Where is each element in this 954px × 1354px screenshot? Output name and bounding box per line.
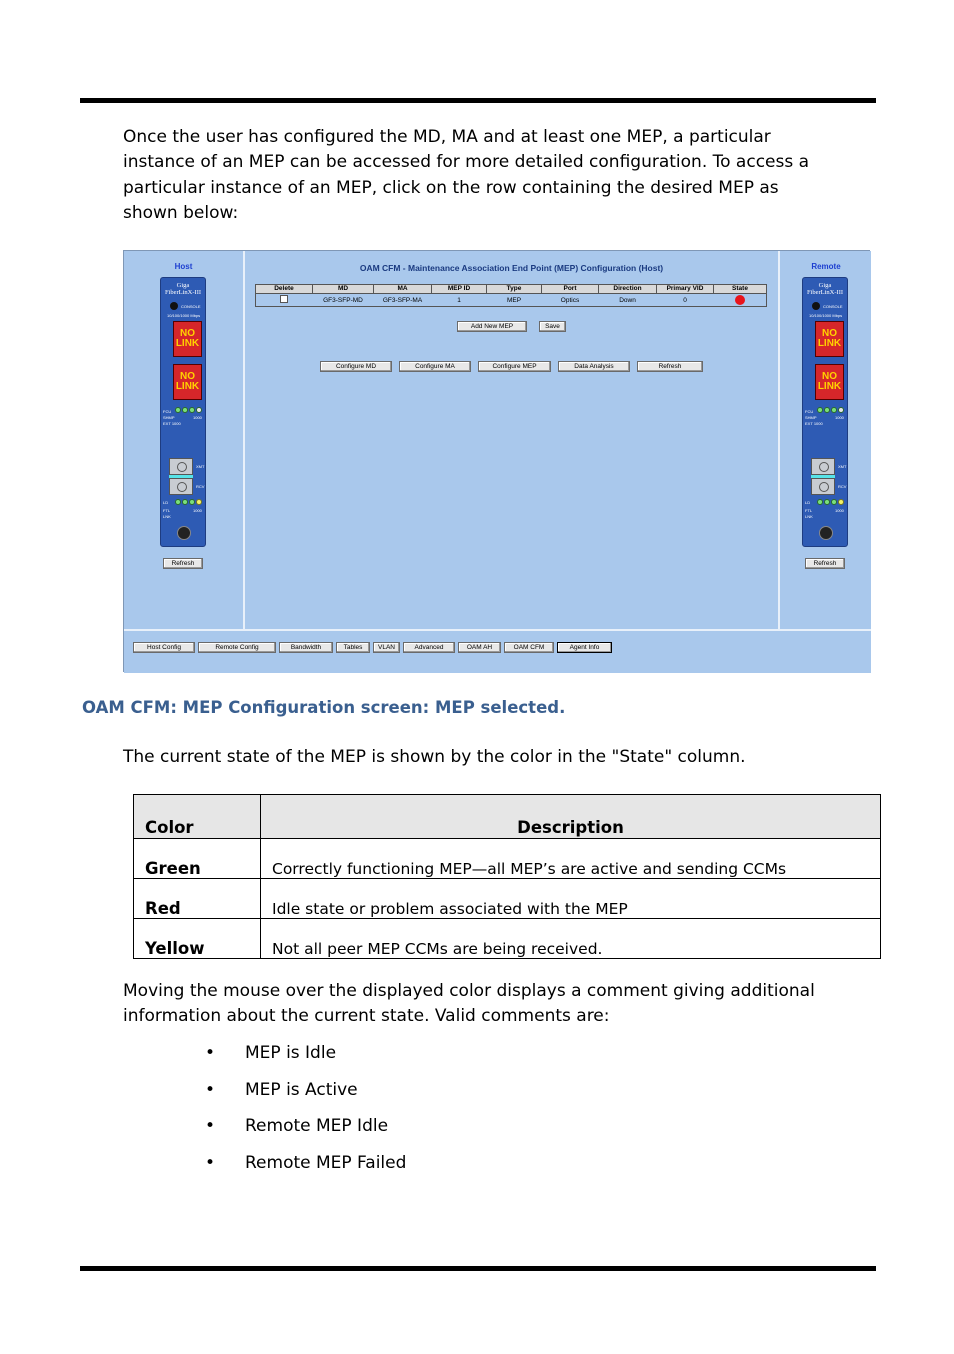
shmp-label: SHMP <box>163 415 175 420</box>
ma-cell: GF3-SFP-MA <box>374 294 432 307</box>
rcv-label: RCV <box>196 484 205 489</box>
tab-host-config[interactable]: Host Config <box>133 642 195 653</box>
led-icon <box>175 499 181 505</box>
led-icon <box>189 407 195 413</box>
speed-label: 10/100/1000 Mbps <box>167 313 201 318</box>
ld-label: LD <box>163 500 169 505</box>
lnk-label: LNK <box>805 514 813 519</box>
led-icon <box>182 499 188 505</box>
ftl-label: FTL <box>163 508 171 513</box>
color-header: Color <box>134 795 261 839</box>
speed-label: 10/100/1000 Mbps <box>809 313 843 318</box>
md-cell: GF3-SFP-MD <box>313 294 374 307</box>
thumbscrew-icon <box>177 526 191 540</box>
color-state-table <box>133 794 881 959</box>
col-direction: Direction <box>599 285 657 294</box>
mouse-line: Moving the mouse over the displayed color displays a comment giving additional <box>123 981 815 1001</box>
col-mep-id: MEP ID <box>432 285 487 294</box>
status-leds-top <box>817 407 844 413</box>
tab-vlan[interactable]: VLAN <box>373 642 400 653</box>
tab-tables[interactable]: Tables <box>336 642 370 653</box>
main-panel <box>245 251 780 629</box>
state-indicator-icon[interactable] <box>735 295 745 305</box>
ext-label: EXT 1000 <box>163 421 181 426</box>
configure-md-button[interactable]: Configure MD <box>320 361 392 372</box>
intro-line: particular instance of an MEP, click on the row containing the desired MEP as <box>123 177 779 198</box>
col-ma: MA <box>374 285 432 294</box>
ftl-label: FTL <box>805 508 813 513</box>
led-icon <box>831 499 837 505</box>
xmt-label: XMT <box>196 464 205 469</box>
host-device-image <box>160 277 206 547</box>
main-title: OAM CFM - Maintenance Association End Point (MEP) Configuration (Host) <box>359 263 664 273</box>
list-item: • MEP is Active <box>205 1078 406 1115</box>
port-cell: Optics <box>542 294 599 307</box>
mep-table <box>255 284 767 307</box>
tab-oam-cfm[interactable]: OAM CFM <box>504 642 554 653</box>
table-row <box>134 879 881 919</box>
mouse-line: information about the current state. Valid comments are: <box>123 1006 610 1027</box>
figure-caption: OAM CFM: MEP Configuration screen: MEP selected. <box>82 698 566 717</box>
led-icon <box>824 499 830 505</box>
bottom-rule <box>80 1266 876 1271</box>
col-primary-vid: Primary VID <box>657 285 714 294</box>
host-panel <box>124 251 245 629</box>
intro-line: shown below: <box>123 202 239 223</box>
led-icon <box>196 407 202 413</box>
tab-oam-ah[interactable]: OAM AH <box>458 642 501 653</box>
table-row <box>134 919 881 959</box>
col-port: Port <box>542 285 599 294</box>
bullet-icon: • <box>205 1079 216 1100</box>
tab-bandwidth[interactable]: Bandwidth <box>279 642 333 653</box>
mep-id-cell: 1 <box>432 294 487 307</box>
led-icon <box>838 407 844 413</box>
color-cell: Yellow <box>134 919 261 959</box>
led-icon <box>817 407 823 413</box>
intro-line: Once the user has configured the MD, MA and at least one MEP, a particular <box>123 127 771 147</box>
configure-mep-button[interactable]: Configure MEP <box>478 361 551 372</box>
nolink-port-1: NO LINK <box>173 321 202 357</box>
nolink-port-1: NO LINK <box>815 321 844 357</box>
list-item: • Remote MEP Failed <box>205 1151 406 1188</box>
type-cell: MEP <box>487 294 542 307</box>
ld-label: LD <box>805 500 811 505</box>
xmt-label: XMT <box>838 464 847 469</box>
add-new-mep-button[interactable]: Add New MEP <box>457 321 527 332</box>
lnk-label: LNK <box>163 514 171 519</box>
host-title: Host <box>174 262 193 271</box>
label-1000: 1000 <box>193 508 202 513</box>
mep-table-row[interactable] <box>256 294 767 307</box>
col-type: Type <box>487 285 542 294</box>
shmp-label: SHMP <box>805 415 817 420</box>
remote-panel <box>781 251 871 629</box>
remote-refresh-button[interactable]: Refresh <box>805 558 845 569</box>
status-leds-bottom <box>175 499 202 505</box>
direction-cell: Down <box>599 294 657 307</box>
optic-port-xmt <box>811 458 835 475</box>
col-md: MD <box>313 285 374 294</box>
delete-checkbox[interactable] <box>280 295 288 303</box>
led-icon <box>182 407 188 413</box>
bullet-icon: • <box>205 1116 216 1137</box>
led-icon <box>196 499 202 505</box>
color-cell: Red <box>134 879 261 919</box>
fcu-label: FCU <box>805 409 814 414</box>
console-port-icon <box>812 302 820 310</box>
nolink-port-2: NO LINK <box>173 364 202 400</box>
ext-label: EXT 1000 <box>805 421 823 426</box>
label-1000: 1000 <box>193 415 202 420</box>
status-leds-top <box>175 407 202 413</box>
table-row <box>134 839 881 879</box>
state-paragraph: The current state of the MEP is shown by the color in the "State" column. <box>123 747 746 767</box>
mep-table-header <box>256 285 767 294</box>
color-cell: Green <box>134 839 261 879</box>
col-delete: Delete <box>256 285 313 294</box>
tab-agent-info[interactable]: Agent Info <box>557 642 612 653</box>
color-table-header <box>134 795 881 839</box>
description-cell: Not all peer MEP CCMs are being received. <box>261 919 881 959</box>
bottom-tab-bar <box>124 629 871 673</box>
console-label: CONSOLE <box>823 304 843 309</box>
tab-advanced[interactable]: Advanced <box>403 642 455 653</box>
remote-title: Remote <box>811 262 841 271</box>
comments-list <box>205 1041 406 1187</box>
configure-ma-button[interactable]: Configure MA <box>399 361 471 372</box>
nolink-port-2: NO LINK <box>815 364 844 400</box>
led-icon <box>817 499 823 505</box>
tab-remote-config[interactable]: Remote Config <box>198 642 276 653</box>
thumbscrew-icon <box>819 526 833 540</box>
led-icon <box>831 407 837 413</box>
col-state: State <box>714 285 767 294</box>
top-rule <box>80 98 876 103</box>
label-1000: 1000 <box>835 415 844 420</box>
host-refresh-button[interactable]: Refresh <box>163 558 203 569</box>
device-brand: Giga FiberLinX-III <box>164 282 202 296</box>
list-item: • MEP is Idle <box>205 1041 406 1078</box>
optic-port-rcv <box>169 478 193 495</box>
led-icon <box>838 499 844 505</box>
description-cell: Correctly functioning MEP—all MEP’s are active and sending CCMs <box>261 839 881 879</box>
mep-config-screenshot <box>123 250 870 672</box>
primary-vid-cell: 0 <box>657 294 714 307</box>
rcv-label: RCV <box>838 484 847 489</box>
data-analysis-button[interactable]: Data Analysis <box>558 361 630 372</box>
description-header: Description <box>261 795 881 839</box>
label-1000: 1000 <box>835 508 844 513</box>
bullet-icon: • <box>205 1152 216 1173</box>
console-port-icon <box>170 302 178 310</box>
list-item: • Remote MEP Idle <box>205 1114 406 1151</box>
intro-line: instance of an MEP can be accessed for more detailed configuration. To access a <box>123 152 810 173</box>
status-leds-bottom <box>817 499 844 505</box>
optic-port-rcv <box>811 478 835 495</box>
description-cell: Idle state or problem associated with the MEP <box>261 879 881 919</box>
intro-paragraph <box>123 125 883 226</box>
bullet-icon: • <box>205 1043 216 1063</box>
led-icon <box>175 407 181 413</box>
led-icon <box>189 499 195 505</box>
mouse-paragraph <box>123 979 883 1030</box>
device-brand: Giga FiberLinX-III <box>806 282 844 296</box>
optic-port-xmt <box>169 458 193 475</box>
console-label: CONSOLE <box>181 304 201 309</box>
save-button[interactable]: Save <box>539 321 566 332</box>
refresh-button[interactable]: Refresh <box>637 361 703 372</box>
remote-device-image <box>802 277 848 547</box>
fcu-label: FCU <box>163 409 172 414</box>
led-icon <box>824 407 830 413</box>
